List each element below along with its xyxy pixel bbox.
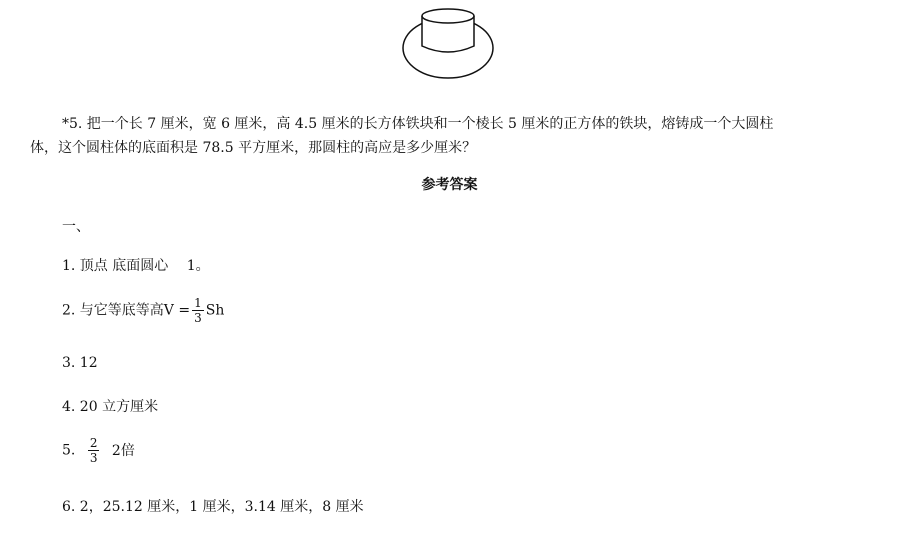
answer-2-suffix: Sh [205, 302, 225, 319]
fraction-denominator: 3 [89, 451, 98, 465]
answer-5-suffix: 2倍 [111, 442, 135, 459]
section-marker: 一、 [62, 219, 90, 235]
answer-5 [62, 436, 135, 465]
question-5-line-1: *5. 把一个长 7 厘米，宽 6 厘米，高 4.5 厘米的长方体铁块和一个棱长 5 厘米的正方体的铁块，熔铸成一个大圆柱 [62, 116, 774, 132]
answer-1: 1. 顶点 底面圆心 1。 [62, 258, 210, 274]
answer-5-prefix: 5. [62, 442, 76, 459]
fraction-numerator: 1 [194, 296, 202, 310]
hat-illustration [400, 2, 496, 82]
fraction-numerator: 2 [89, 436, 98, 450]
answer-4: 4. 20 立方厘米 [62, 399, 159, 415]
fraction-two-thirds [88, 436, 100, 465]
fraction-one-third [192, 296, 204, 325]
answer-6: 6. 2，25.12 厘米，1 厘米，3.14 厘米，8 厘米 [62, 499, 364, 515]
question-5-line-2: 体，这个圆柱体的底面积是 78.5 平方厘米，那圆柱的高应是多少厘米？ [30, 140, 477, 156]
answer-3: 3. 12 [62, 355, 98, 371]
fraction-denominator: 3 [194, 311, 202, 325]
answers-heading: 参考答案 [421, 177, 478, 193]
answer-2-prefix: 2. 与它等底等高V = [62, 302, 191, 319]
answer-2 [62, 296, 224, 325]
